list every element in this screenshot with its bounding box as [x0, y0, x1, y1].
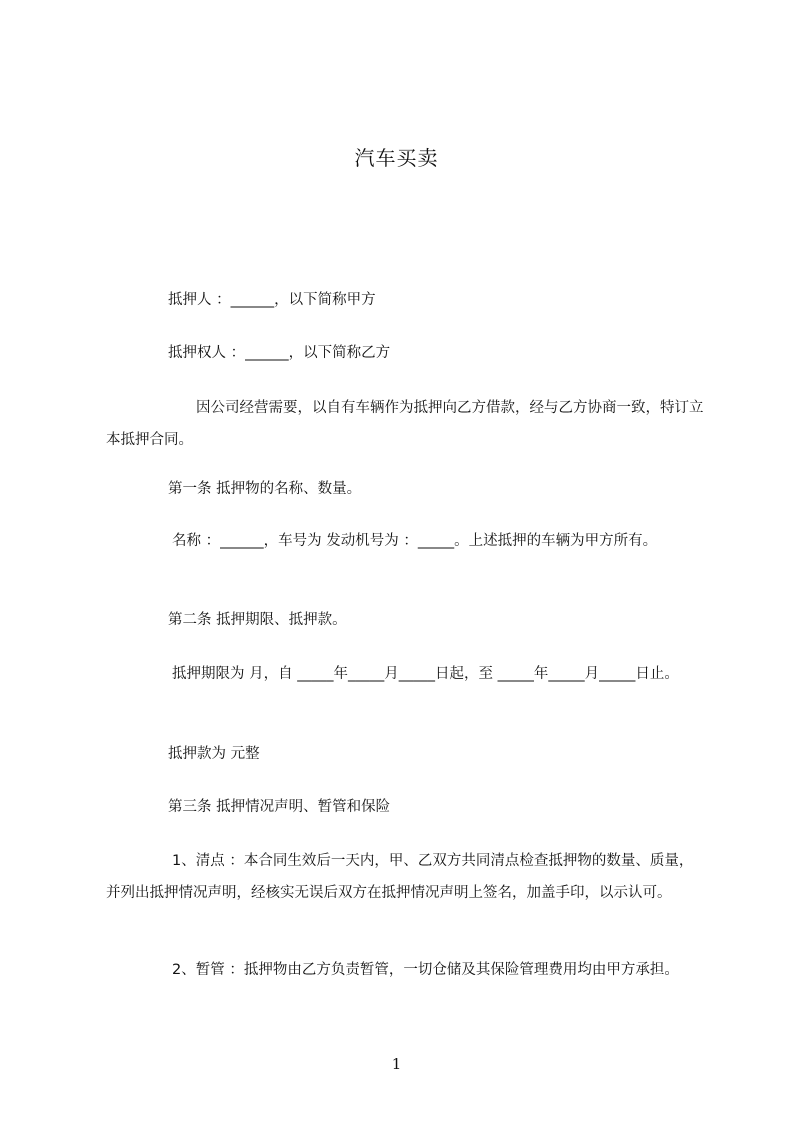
document-title: 汽车买卖	[354, 146, 439, 170]
article-1-name-paragraph: 名称 ：______，车号为 发动机号为 ：_____。上述抵押的车辆为甲方所有。	[172, 533, 658, 549]
mortgagor-line: 抵押人 ：______，以下简称甲方	[168, 292, 376, 308]
article-3-clause-1: 1、清点 ：本合同生效后一天内，甲、乙双方共同清点检查抵押物的数量、质量，并列出抵押情况声明，经核实无误后双方在抵押情况声明上签名，加盖手印，以示认可。	[106, 853, 694, 901]
loan-amount-line: 抵押款为 元整	[168, 746, 260, 762]
article-3-heading: 第三条 抵押情况声明、暂管和保险	[168, 799, 391, 815]
preamble-paragraph: 因公司经营需要，以自有车辆作为抵押向乙方借款，经与乙方协商一致，特订立本抵押合同。	[106, 400, 704, 448]
article-3-clause-2: 2、暂管 ：抵押物由乙方负责暂管，一切仓储及其保险管理费用均由甲方承担。	[172, 962, 679, 978]
article-1-heading: 第一条 抵押物的名称、数量。	[168, 481, 362, 497]
mortgagee-line: 抵押权人 ：______，以下简称乙方	[168, 345, 391, 361]
article-2-term-paragraph: 抵押期限为 月，自 _____年_____月_____日起，至 _____年_____月_____日止。	[172, 666, 679, 682]
page-number: 1	[391, 1055, 402, 1073]
article-2-heading: 第二条 抵押期限、抵押款。	[168, 612, 347, 628]
